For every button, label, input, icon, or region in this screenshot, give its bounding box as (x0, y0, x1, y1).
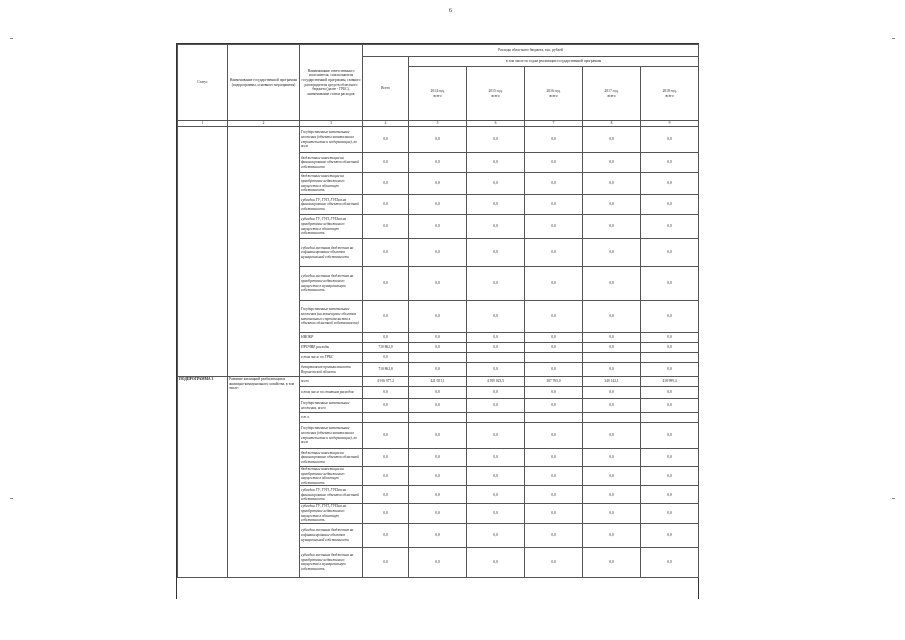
value-cell: 0,0 (583, 423, 641, 449)
value-cell: 0,0 (363, 353, 409, 363)
value-cell: 0,0 (583, 523, 641, 547)
scan-mark (892, 38, 895, 39)
value-cell (525, 413, 583, 423)
value-cell: 0,0 (409, 387, 467, 399)
row-label: Государственные капитальные вложения (объекты капитального строительства и модернизации), по всем (300, 423, 363, 449)
row-label: бюджетные инвестиции на приобретение недвижимого имущества в областную собственность (300, 173, 363, 195)
header-year-1 (467, 67, 525, 121)
value-cell: 0,0 (525, 423, 583, 449)
header-year-3 (583, 67, 641, 121)
value-cell: 0,0 (583, 399, 641, 413)
column-number: 4 (363, 121, 409, 127)
value-cell: 0,0 (467, 333, 525, 343)
value-cell: 0,0 (409, 423, 467, 449)
column-number: 5 (409, 121, 467, 127)
row-label: ПРОЧИЕ расходы (300, 343, 363, 353)
value-cell: 0,0 (363, 423, 409, 449)
value-cell: 0,0 (641, 399, 699, 413)
scan-mark (892, 498, 895, 499)
value-cell: 0,0 (583, 363, 641, 377)
value-cell: 0,0 (583, 239, 641, 267)
value-cell: 0,0 (641, 387, 699, 399)
year-note: всего (491, 93, 500, 98)
value-cell: 0,0 (641, 523, 699, 547)
value-cell: 0,0 (583, 127, 641, 153)
value-cell: 0,0 (467, 399, 525, 413)
value-cell: 0,0 (363, 467, 409, 486)
header-program-name: Наименование государственной программы (подпрограммы, основного мероприятия) (228, 45, 300, 121)
value-cell: 0,0 (409, 239, 467, 267)
value-cell: 0,0 (583, 195, 641, 215)
value-cell: 0,0 (525, 239, 583, 267)
value-cell: 0,0 (641, 467, 699, 486)
value-cell: 0,0 (363, 239, 409, 267)
row-label: Государственные капитальные вложения, всего (300, 399, 363, 413)
year-note: всего (607, 93, 616, 98)
row-label: в том числе по статьям расходов: (300, 387, 363, 399)
value-cell: 0,0 (467, 449, 525, 467)
value-cell: 0,0 (525, 343, 583, 353)
value-cell: 0,0 (641, 363, 699, 377)
value-cell: 0,0 (363, 195, 409, 215)
value-cell: 0,0 (583, 153, 641, 173)
value-cell: 0,0 (467, 467, 525, 486)
value-cell (467, 353, 525, 363)
row-label: в том числе по ГРБС (300, 353, 363, 363)
value-cell (641, 413, 699, 423)
value-cell: 0,0 (525, 333, 583, 343)
value-cell (363, 413, 409, 423)
value-cell: 0,0 (409, 547, 467, 577)
value-cell: 0,0 (641, 267, 699, 301)
value-cell: 0,0 (363, 153, 409, 173)
value-cell: 0,0 (409, 127, 467, 153)
value-cell: 0,0 (641, 486, 699, 504)
value-cell: 0,0 (363, 387, 409, 399)
value-cell: 0,0 (525, 387, 583, 399)
value-cell: 0,0 (583, 387, 641, 399)
value-cell: 0,0 (363, 504, 409, 523)
value-cell: 0,0 (467, 173, 525, 195)
row-label: в т.ч. (300, 413, 363, 423)
value-cell: 0,0 (467, 547, 525, 577)
value-cell: 0,0 (363, 523, 409, 547)
value-cell: 0,0 (467, 504, 525, 523)
value-cell: 0,0 (641, 195, 699, 215)
value-cell: 0,0 (467, 363, 525, 377)
value-cell: 0,0 (641, 449, 699, 467)
value-cell: 0,0 (467, 215, 525, 239)
value-cell: 0,0 (641, 239, 699, 267)
row-label: Государственные капитальные вложения (объекты капитального строительства и модернизации), по всем (300, 127, 363, 153)
row-label: субсидии ГУ, ГУП, ГУПам на приобретение недвижимого имущества в областную собственность (300, 504, 363, 523)
status-cell-empty (178, 127, 228, 377)
row-label: субсидии ГУ, ГУП, ГУПам на приобретение недвижимого имущества в областную собственность (300, 215, 363, 239)
budget-table-sheet (176, 43, 699, 599)
value-cell: 418 999,4 (641, 377, 699, 387)
value-cell: 0,0 (641, 301, 699, 333)
value-cell (409, 353, 467, 363)
value-cell: 0,0 (641, 423, 699, 449)
header-expenses-title: Расходы областного бюджета, тыс. рублей (363, 45, 699, 57)
row-label: бюджетные инвестиции на финансирование объектов областной собственности (300, 153, 363, 173)
value-cell: 0,0 (363, 449, 409, 467)
value-cell: 0,0 (525, 127, 583, 153)
value-cell: 0,0 (641, 127, 699, 153)
value-cell: 0,0 (467, 486, 525, 504)
value-cell: 421 051,1 (409, 377, 467, 387)
value-cell: 0,0 (467, 343, 525, 353)
value-cell: 0,0 (409, 215, 467, 239)
value-cell: 0,0 (525, 215, 583, 239)
value-cell: 0,0 (525, 267, 583, 301)
value-cell (525, 353, 583, 363)
value-cell (409, 413, 467, 423)
value-cell: 4 916 977,2 (363, 377, 409, 387)
header-incl-subtitle: в том числе по годам реализации государственной программы (409, 57, 699, 67)
table-row (178, 127, 699, 153)
value-cell: 0,0 (467, 127, 525, 153)
value-cell (583, 353, 641, 363)
header-status: Статус (178, 45, 228, 121)
year-note: всего (549, 93, 558, 98)
column-number: 1 (178, 121, 228, 127)
value-cell: 0,0 (641, 333, 699, 343)
row-label: субсидии местным бюджетам на софинансирование объектов муниципальной собственности (300, 523, 363, 547)
value-cell: 0,0 (363, 399, 409, 413)
column-number: 3 (300, 121, 363, 127)
row-label: субсидии местным бюджетам на приобретение недвижимого имущества в муниципальную собственность (300, 267, 363, 301)
year-note: всего (433, 93, 442, 98)
value-cell: 0,0 (409, 486, 467, 504)
value-cell: 0,0 (467, 195, 525, 215)
row-label: НИОКР (300, 333, 363, 343)
value-cell: 0,0 (583, 547, 641, 577)
value-cell: 0,0 (583, 504, 641, 523)
subprogram-status: ПОДПРОГРАММА 3 (178, 377, 228, 578)
value-cell: 0,0 (467, 239, 525, 267)
value-cell: 0,0 (409, 523, 467, 547)
value-cell: 0,0 (409, 467, 467, 486)
year-label: 2015 год, (488, 88, 503, 93)
value-cell: 0,0 (641, 504, 699, 523)
value-cell: 0,0 (409, 301, 467, 333)
value-cell: 0,0 (409, 449, 467, 467)
value-cell: 4 595 023,5 (467, 377, 525, 387)
value-cell: 0,0 (583, 343, 641, 353)
year-note: всего (665, 93, 674, 98)
column-number: 2 (228, 121, 300, 127)
value-cell: 0,0 (525, 547, 583, 577)
row-label: субсидии местным бюджетам на софинансирование объектов муниципальной собственности (300, 239, 363, 267)
value-cell: 0,0 (525, 195, 583, 215)
header-ministry: Наименование ответственного исполнителя, соисполнителя государственной программы, главного распорядителя средств областного бюджета (далее - ГРБС), наименование статьи расходов (300, 45, 363, 121)
value-cell: 0,0 (363, 267, 409, 301)
value-cell: 0,0 (583, 215, 641, 239)
row-label: субсидии ГУ, ГУП, ГУПам на финансирование объектов областной собственности (300, 486, 363, 504)
value-cell: 0,0 (525, 504, 583, 523)
value-cell: 0,0 (409, 363, 467, 377)
value-cell: 0,0 (525, 153, 583, 173)
header-year-0 (409, 67, 467, 121)
column-number: 9 (641, 121, 699, 127)
header-year-4 (641, 67, 699, 121)
year-label: 2014 год, (430, 88, 445, 93)
value-cell: 0,0 (409, 195, 467, 215)
value-cell: 0,0 (641, 173, 699, 195)
value-cell: 0,0 (583, 333, 641, 343)
scan-mark (10, 498, 13, 499)
value-cell: 0,0 (525, 486, 583, 504)
value-cell (467, 413, 525, 423)
value-cell: 0,0 (525, 173, 583, 195)
value-cell: 0,0 (363, 215, 409, 239)
value-cell: 307 765,0 (525, 377, 583, 387)
value-cell: 0,0 (583, 449, 641, 467)
value-cell: 0,0 (583, 486, 641, 504)
value-cell: 0,0 (641, 153, 699, 173)
column-number: 8 (583, 121, 641, 127)
table-row (178, 377, 699, 387)
year-label: 2016 год, (546, 88, 561, 93)
value-cell: 0,0 (409, 333, 467, 343)
value-cell: 0,0 (641, 343, 699, 353)
value-cell: 0,0 (641, 215, 699, 239)
value-cell: 0,0 (467, 523, 525, 547)
row-label: бюджетные инвестиции на приобретение недвижимого имущества в областную собственность (300, 467, 363, 486)
value-cell: 0,0 (525, 399, 583, 413)
value-cell: 0,0 (467, 301, 525, 333)
header-year-2 (525, 67, 583, 121)
value-cell: 710 862,0 (363, 363, 409, 377)
value-cell: 0,0 (583, 467, 641, 486)
value-cell: 0,0 (525, 467, 583, 486)
row-label: всего (300, 377, 363, 387)
value-cell (583, 413, 641, 423)
page-number: 6 (449, 8, 452, 14)
row-label: субсидии местным бюджетам на приобретение недвижимого имущества в муниципальную собственность (300, 547, 363, 577)
value-cell: 0,0 (409, 173, 467, 195)
value-cell: 0,0 (363, 486, 409, 504)
row-label: бюджетные инвестиции на финансирование объектов областной собственности (300, 449, 363, 467)
value-cell: 0,0 (641, 547, 699, 577)
value-cell: 0,0 (525, 363, 583, 377)
value-cell: 340 142,1 (583, 377, 641, 387)
value-cell: 0,0 (583, 267, 641, 301)
value-cell: 0,0 (467, 267, 525, 301)
value-cell: 0,0 (583, 173, 641, 195)
value-cell: 0,0 (525, 301, 583, 333)
value-cell: 0,0 (363, 301, 409, 333)
row-label: Государственные капитальные вложения (на возмещение объектов капитального строительства в объектах областной собственности) (300, 301, 363, 333)
value-cell: 0,0 (525, 449, 583, 467)
value-cell: 0,0 (363, 333, 409, 343)
value-cell: 0,0 (467, 153, 525, 173)
value-cell: 0,0 (409, 504, 467, 523)
value-cell: 0,0 (583, 301, 641, 333)
scan-mark (10, 38, 13, 39)
value-cell: 0,0 (467, 387, 525, 399)
value-cell: 0,0 (363, 127, 409, 153)
row-label: субсидии ГУ, ГУП, ГУПам на финансирование объектов областной собственности (300, 195, 363, 215)
year-label: 2018 год, (662, 88, 677, 93)
value-cell: 0,0 (409, 153, 467, 173)
value-cell: 710 862,0 (363, 343, 409, 353)
value-cell: 0,0 (363, 547, 409, 577)
column-number: 7 (525, 121, 583, 127)
row-label: департамент промышленности Воронежской области (300, 363, 363, 377)
column-number: 6 (467, 121, 525, 127)
value-cell: 0,0 (409, 399, 467, 413)
value-cell: 0,0 (467, 423, 525, 449)
value-cell: 0,0 (525, 523, 583, 547)
header-total: Всего (363, 57, 409, 121)
value-cell: 0,0 (363, 173, 409, 195)
budget-table (177, 44, 699, 578)
value-cell (641, 353, 699, 363)
name-cell-empty (228, 127, 300, 377)
value-cell: 0,0 (409, 343, 467, 353)
year-label: 2017 год, (604, 88, 619, 93)
value-cell: 0,0 (409, 267, 467, 301)
subprogram-name: Развитие жилищной реабилитации и жилищно-коммунального хозяйства, в том числе: (228, 377, 300, 578)
